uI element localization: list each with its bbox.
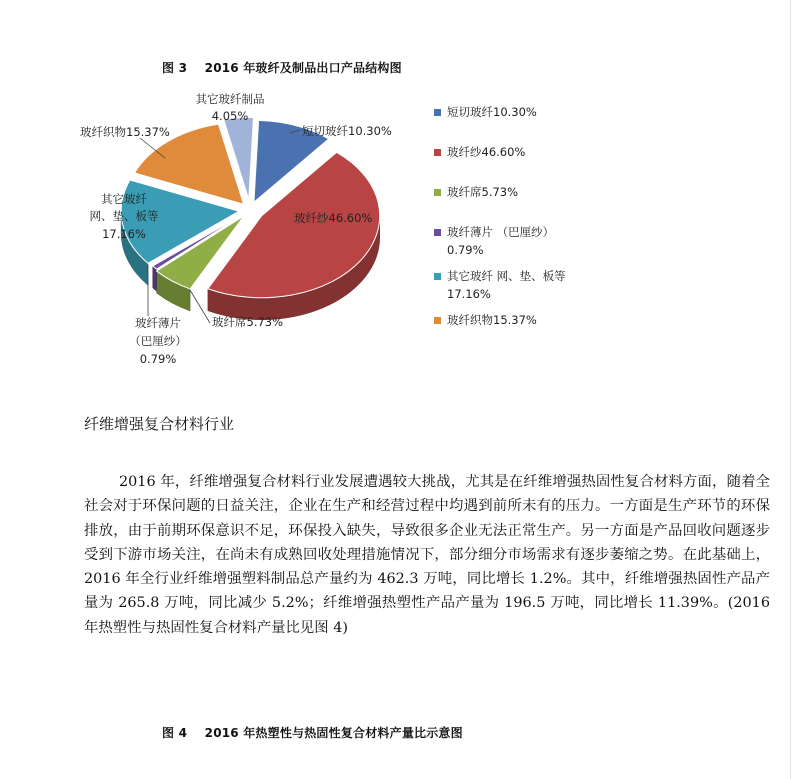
pie-label: 玻纤席5.73% bbox=[212, 315, 284, 329]
pie-label: 玻纤纱46.60% bbox=[294, 211, 373, 225]
figure4-title: 图 4 2016 年热塑性与热固性复合材料产量比示意图 bbox=[162, 726, 463, 740]
legend-swatch bbox=[434, 273, 441, 280]
legend-swatch bbox=[434, 189, 441, 196]
pie-label: 玻纤织物15.37% bbox=[80, 125, 170, 139]
pie-label: 玻纤薄片 bbox=[135, 316, 181, 330]
legend-swatch bbox=[434, 149, 441, 156]
section-title: 纤维增强复合材料行业 bbox=[84, 415, 235, 433]
export-structure-pie-chart bbox=[0, 80, 600, 380]
legend-label: 0.79% bbox=[447, 243, 484, 257]
legend-label: 其它玻纤 网、垫、板等 bbox=[447, 269, 566, 283]
figure3-title: 图 3 2016 年玻纤及制品出口产品结构图 bbox=[162, 61, 402, 75]
pie-label: 17.16% bbox=[102, 227, 146, 241]
legend-label: 玻纤席5.73% bbox=[447, 185, 519, 199]
pie-label: 其它玻纤制品 bbox=[195, 92, 265, 106]
legend-swatch bbox=[434, 317, 441, 324]
legend-label: 玻纤织物15.37% bbox=[447, 313, 537, 327]
pie-label: （巴厘纱） bbox=[129, 334, 187, 348]
pie-slice-side bbox=[153, 266, 157, 291]
pie-label: 网、垫、板等 bbox=[89, 209, 159, 223]
legend-label: 17.16% bbox=[447, 287, 491, 301]
pie-label: 短切玻纤10.30% bbox=[302, 124, 392, 138]
pie-label: 0.79% bbox=[139, 352, 177, 366]
page-edge-line bbox=[790, 0, 791, 779]
legend-swatch bbox=[434, 229, 441, 236]
legend-swatch bbox=[434, 109, 441, 116]
pie-label: 其它玻纤 bbox=[101, 192, 147, 206]
legend-label: 玻纤薄片 （巴厘纱） bbox=[447, 225, 555, 239]
leader-line bbox=[190, 290, 210, 323]
pie-label: 4.05% bbox=[211, 109, 249, 123]
body-paragraph: 2016 年，纤维增强复合材料行业发展遭遇较大挑战，尤其是在纤维增强热固性复合材料方面，随着全社会对于环保问题的日益关注，企业在生产和经营过程中均遇到前所未有的压力。一方面是生产环节的环保排放，由于前期环保意识不足，环保投入缺失，导致很多企业无法正常生产。另一方面是产品回收问题逐步受到下游市场关注，在尚未有成熟回收处理措施情况下，部分细分市场需求有逐步萎缩之势。在此基础上，2016 年全行业纤维增强塑料制品总产量约为 462.3 万吨，同比增长 1.2%。其中，纤维增强热固性产品产量为 265.8 万吨，同比减少 5.2%；纤维增强热塑性产品产量为 196.5 万吨，同比增长 11.39%。(2016 年热塑性与热固性复合材料产量比见图 4) bbox=[84, 474, 770, 636]
legend-label: 玻纤纱46.60% bbox=[447, 145, 526, 159]
legend-label: 短切玻纤10.30% bbox=[447, 105, 537, 119]
